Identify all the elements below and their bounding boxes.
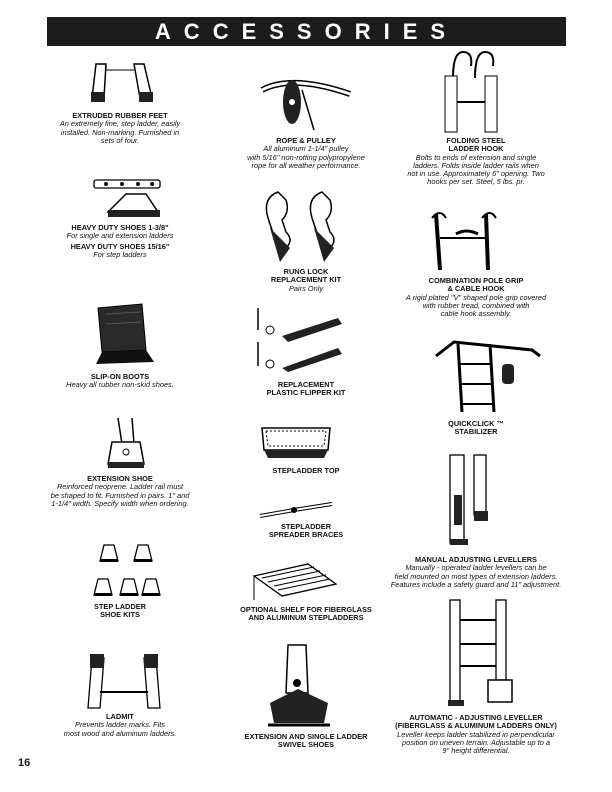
pole-grip-desc: A rigid plated "V" shaped pole grip covered with rubber tread, combined with cable hook assembly. — [405, 292, 547, 319]
folding-hook-title: FOLDING STEEL LADDER HOOK — [446, 136, 506, 154]
spreader-illustration — [258, 500, 334, 522]
rubber-feet-item — [45, 112, 195, 145]
extension-shoe-desc: Reinforced neoprene. Ladder rail must be shaped to fit. Furnished in pairs. 1" and 1-1/4" width. Specify width when ordering. — [50, 482, 190, 508]
heavy-shoes-desc-2: For step ladders — [93, 249, 147, 259]
folding-hook-illustration — [437, 48, 507, 132]
slip-on-boots-title: SLIP-ON BOOTS — [90, 372, 150, 381]
extension-shoe-item — [45, 475, 195, 508]
swivel-shoes-illustration — [262, 645, 336, 731]
folding-hook-desc: Bolts to ends of extension and single ladders. Folds inside ladder rails when not in use. Approximately 6" opening. Two hooks per set. Steel, 5 lbs. pr. — [407, 152, 545, 187]
slip-on-boots-illustration — [92, 300, 162, 368]
page-title-banner — [47, 17, 566, 46]
pole-grip-title: COMBINATION POLE GRIP & CABLE HOOK — [428, 276, 524, 294]
heavy-shoes-desc: For single and extension ladders — [66, 231, 174, 241]
auto-leveller-title: AUTOMATIC - ADJUSTING LEVELLER (FIBERGLASS & ALUMINUM LADDERS ONLY) — [395, 713, 557, 731]
slip-on-boots-desc: Heavy all rubber non-skid shoes. — [66, 380, 174, 390]
stepladder-top-illustration — [258, 424, 334, 460]
auto-leveller-illustration — [446, 600, 516, 708]
ladmit-item — [45, 713, 195, 738]
rope-pulley-desc: All aluminum 1-1/4" pulley with 5/16" non-rotting polypropylene rope for all weather performance. — [247, 144, 365, 170]
ladmit-title: LADMIT — [106, 712, 134, 721]
rung-lock-illustration — [256, 188, 352, 266]
heavy-shoes-item — [45, 224, 195, 259]
manual-levellers-item — [378, 556, 574, 589]
manual-levellers-desc: Manually - operated ladder levellers can be field mounted on most types of extension ladders. Features include a safety guard and 11" adjustment. — [390, 563, 562, 589]
swivel-shoes-title: EXTENSION AND SINGLE LADDER SWIVEL SHOES — [244, 732, 368, 750]
heavy-shoes-illustration — [92, 178, 172, 220]
rope-pulley-title: ROPE & PULLEY — [276, 136, 336, 145]
rung-lock-title: RUNG LOCK REPLACEMENT KIT — [270, 267, 342, 285]
spreader-title: STEPLADDER SPREADER BRACES — [268, 522, 344, 540]
auto-leveller-desc: Leveller keeps ladder stabilized in perpendicular position on uneven terrain. Adjustable up to a 9" height differential. — [397, 729, 555, 756]
shoe-kits-item — [45, 603, 195, 620]
stepladder-top-item — [226, 467, 386, 475]
shelf-illustration — [252, 560, 338, 604]
rung-lock-item — [226, 268, 386, 293]
pole-grip-illustration — [426, 208, 516, 272]
manual-levellers-illustration — [440, 455, 496, 547]
shelf-item — [218, 606, 394, 623]
page-title: ACCESSORIES — [154, 18, 459, 44]
stepladder-top-title: STEPLADDER TOP — [272, 466, 340, 475]
shoe-kits-illustration — [94, 543, 164, 601]
shoe-kits-title: STEP LADDER SHOE KITS — [93, 602, 147, 620]
slip-on-boots-item — [45, 373, 195, 390]
rubber-feet-title: EXTRUDED RUBBER FEET — [72, 111, 168, 120]
quickclick-item — [395, 420, 557, 437]
flipper-kit-title: REPLACEMENT PLASTIC FLIPPER KIT — [266, 380, 346, 398]
swivel-shoes-item — [218, 733, 394, 750]
folding-hook-item — [395, 137, 557, 187]
auto-leveller-item — [378, 714, 574, 755]
rope-pulley-illustration — [262, 70, 352, 136]
heavy-shoes-title: HEAVY DUTY SHOES 1-3/8" — [71, 223, 169, 232]
extension-shoe-illustration — [98, 418, 154, 472]
flipper-kit-illustration — [248, 308, 352, 374]
page-number: 16 — [18, 757, 31, 769]
heavy-shoes-title-2: HEAVY DUTY SHOES 15/16" — [70, 241, 170, 251]
quickclick-title: QUICKCLICK ™ STABILIZER — [448, 419, 504, 437]
rope-pulley-item — [226, 137, 386, 170]
rubber-feet-illustration — [88, 62, 156, 108]
manual-levellers-title: MANUAL ADJUSTING LEVELLERS — [415, 555, 537, 564]
ladmit-illustration — [82, 652, 166, 710]
ladmit-desc: Prevents ladder marks. Fits most wood and aluminum ladders. — [63, 720, 177, 738]
shelf-title: OPTIONAL SHELF FOR FIBERGLASS AND ALUMINUM STEPLADDERS — [240, 605, 372, 623]
quickclick-illustration — [432, 334, 544, 412]
pole-grip-item — [395, 277, 557, 318]
spreader-item — [226, 523, 386, 540]
rubber-feet-desc: An extremely fine, step ladder, easily installed. Non-marking. Furnished in sets of four. — [59, 119, 181, 145]
flipper-kit-item — [226, 381, 386, 398]
rung-lock-desc: Pairs Only — [288, 283, 324, 293]
extension-shoe-title: EXTENSION SHOE — [87, 474, 153, 483]
